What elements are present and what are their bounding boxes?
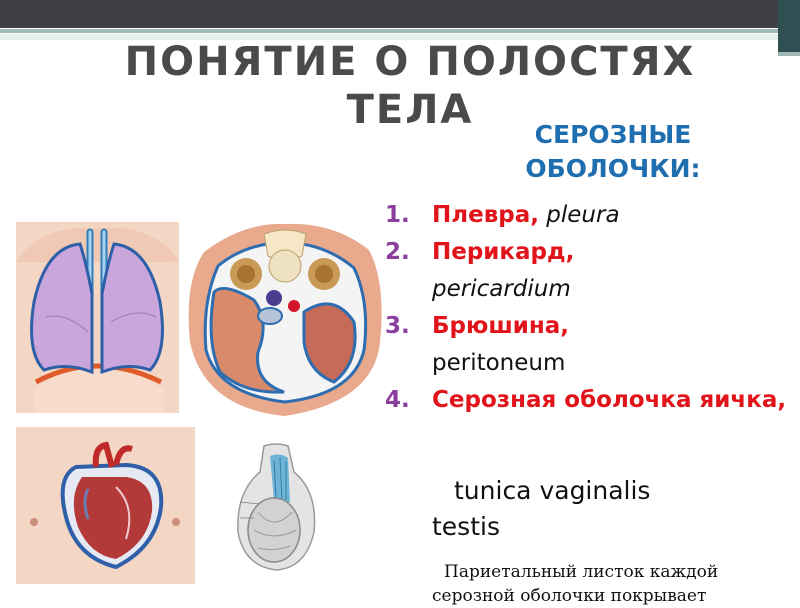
list-number: 1. (385, 202, 410, 228)
heart-illustration (16, 427, 195, 584)
top-bar-accent (0, 29, 800, 33)
abdominal-cross-section-illustration (184, 222, 386, 418)
term-russian: Серозная оболочка яичка, (432, 387, 787, 413)
term-separator: , (530, 202, 539, 228)
term-russian: Плевра (432, 202, 531, 228)
list-number: 2. (385, 239, 410, 265)
footnote-text: Париетальный листок каждой серозной оболочки покрывает (432, 562, 719, 606)
term-latin: peritoneum (432, 350, 566, 376)
corner-accent (778, 0, 800, 52)
list-item (385, 234, 790, 308)
lungs-illustration (16, 222, 179, 413)
corner-accent-line (778, 52, 800, 56)
list-item (385, 382, 790, 419)
list-item (385, 197, 790, 234)
testis-illustration (234, 442, 318, 572)
tunica-line-2: testis (432, 512, 500, 541)
term-latin: pericardium (432, 276, 571, 302)
slide-subtitle: СЕРОЗНЫЕ ОБОЛОЧКИ: (525, 120, 701, 183)
list-item (385, 308, 790, 382)
slide-title: ПОНЯТИЕ О ПОЛОСТЯХ ТЕЛА (124, 39, 696, 133)
tunica-vaginalis-text (432, 473, 792, 545)
term-russian: Перикард, (432, 239, 575, 265)
top-bar (0, 0, 800, 28)
term-latin: pleura (538, 202, 620, 228)
term-russian: Брюшина, (432, 313, 570, 339)
serous-membranes-list (385, 197, 790, 419)
list-number: 4. (385, 387, 410, 413)
list-number: 3. (385, 313, 410, 339)
tunica-line-1: tunica vaginalis (454, 476, 651, 505)
